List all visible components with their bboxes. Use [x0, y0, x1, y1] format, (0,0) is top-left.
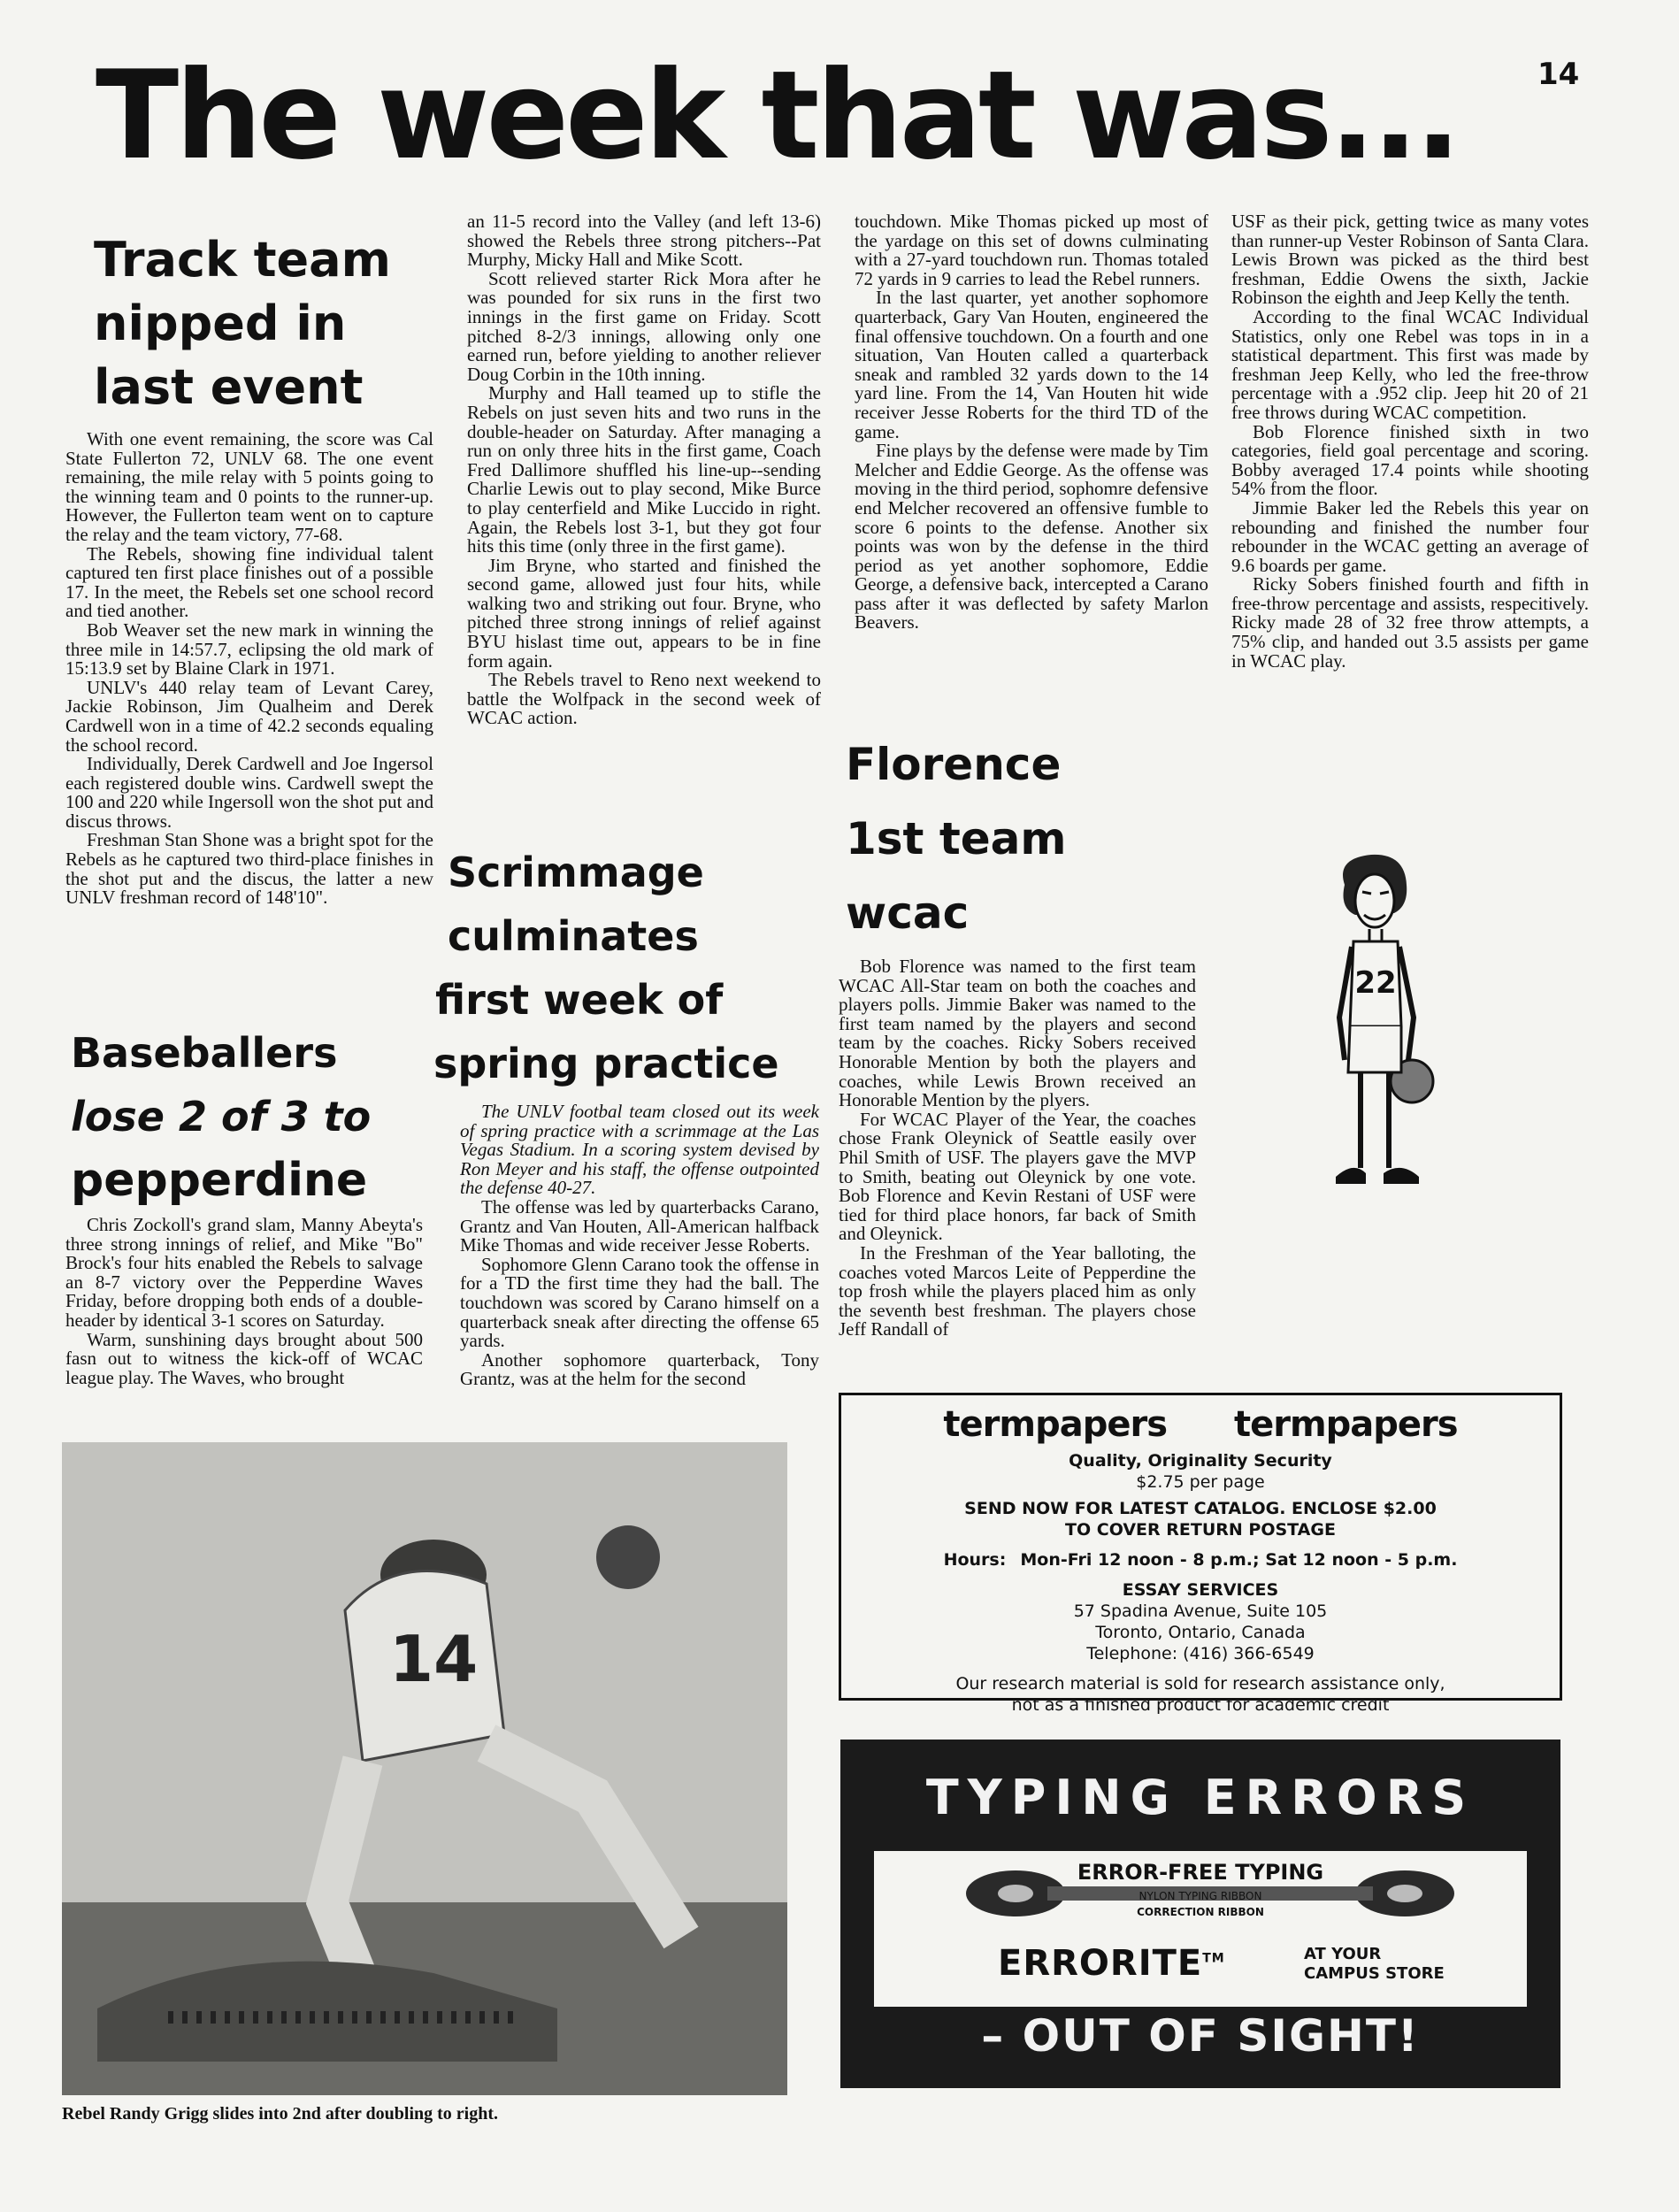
article-paragraph: The offense was led by quarterbacks Carano, Grantz and Van Houten, All-American halfback Mike Thomas and wide receiver Jesse Roberts. — [460, 1195, 819, 1256]
article-paragraph: For WCAC Player of the Year, the coaches chose Frank Oleynick of Seattle easily over Phil Smith of USF. The players gave the MVP to Smith, beating out Oleynick by one vote. Bob Florence and Kevin Restani of USF were tied for third place honors, far back of Smith and Oleynick. — [839, 1108, 1196, 1245]
article-paragraph: UNLV's 440 relay team of Levant Carey, Jackie Robinson, Jim Qualheim and Derek Cardwell won in a time of 42.2 seconds equaling the school record. — [65, 676, 433, 756]
florence-headline — [846, 727, 1067, 950]
errorite-product-box — [874, 1851, 1527, 2007]
track-article — [65, 430, 433, 908]
cartoon-jersey-number: 22 — [1354, 965, 1397, 1001]
termpapers-send-now: SEND NOW FOR LATEST CATALOG. ENCLOSE $2.00 — [964, 1499, 1437, 1518]
scrimmage-article-col1 — [460, 1102, 819, 1389]
article-paragraph: Sophomore Glenn Carano took the offense in for a TD the first time they had the ball. The touchdown was scored by Carano himself on a quarterback sneak after directing the offense 65 yards. — [460, 1253, 819, 1352]
article-paragraph: Another sophomore quarterback, Tony Grantz, was at the helm for the second — [460, 1348, 819, 1390]
article-paragraph: Bob Florence was named to the first team WCAC All-Star team on both the coaches and players polls. Jimmie Baker was named to the first team named by the players and second team by the coaches. Ricky Sobers received Honorable Mention by both the players and coaches, while Lewis Brown received an Honorable Mention by the plyers. — [839, 956, 1196, 1111]
errorite-store — [1304, 1945, 1445, 1984]
errorite-product-name: ERROR-FREE TYPING — [1077, 1860, 1324, 1885]
scrimmage-headline-line: culminates — [448, 912, 699, 960]
photo-caption: Rebel Randy Grigg slides into 2nd after doubling to right. — [62, 2104, 499, 2124]
article-paragraph: an 11-5 record into the Valley (and left 13-6) showed the Rebels three strong pitchers--Pat Murphy, Micky Hall and Mike Scott. — [467, 211, 821, 271]
scrimmage-headline-line: first week of — [435, 976, 724, 1024]
errorite-brand-row — [998, 1943, 1225, 1984]
article-paragraph: In the Freshman of the Year balloting, the coaches voted Marcos Leite of Pepperdine the top frosh while the players placed him as only the seventh best freshman. The players chose Jeff Randall of — [839, 1241, 1196, 1340]
typing-errors-headline: TYPING ERRORS — [925, 1770, 1476, 1825]
termpapers-title — [841, 1404, 1560, 1445]
typing-errors-ad — [840, 1740, 1560, 2088]
florence-article-col1 — [839, 957, 1196, 1340]
scrimmage-article-col2 — [855, 212, 1208, 633]
out-of-sight-slogan: – OUT OF SIGHT! — [981, 2010, 1420, 2062]
florence-headline-line: wcac — [846, 887, 970, 939]
article-paragraph: Individually, Derek Cardwell and Joe Ingersol each registered double wins. Cardwell swept the 100 and 220 while Ingersoll won the shot put and discus throws. — [65, 753, 433, 832]
article-paragraph: USF as their pick, getting twice as many votes than runner-up Vester Robinson of Santa Clara. Lewis Brown was picked as the third best freshman, Eddie Owens the sixth, Jackie Robinson the eighth and Jeep Kelly the tenth. — [1231, 211, 1589, 309]
errorite-store-line1: AT YOUR — [1304, 1945, 1382, 1963]
termpapers-hours-label: Hours: — [943, 1550, 1007, 1570]
article-paragraph: Warm, sunshining days brought about 500 fasn out to witness the kick-off of WCAC league play. The Waves, who brought — [65, 1328, 423, 1388]
termpapers-price: $2.75 per page — [1136, 1472, 1265, 1492]
termpapers-address1: 57 Spadina Avenue, Suite 105 — [1073, 1601, 1328, 1621]
baseball-headline-line: Baseballers — [71, 1029, 338, 1077]
baseball-headline-line: lose 2 of 3 to — [71, 1093, 372, 1141]
article-paragraph: According to the final WCAC Individual Statistics, only one Rebel was tops in in a statistical department. This first was made by freshman Jeep Kelly, who led the free-throw percentage with a .952 clip. Jeep hit 20 of 21 free throws during WCAC competition. — [1231, 305, 1589, 423]
track-headline-line: last event — [94, 359, 364, 415]
track-headline — [94, 228, 391, 419]
termpapers-hours-row — [841, 1549, 1560, 1571]
termpapers-return-postage: TO COVER RETURN POSTAGE — [1065, 1520, 1336, 1540]
photo-jersey-number: 14 — [389, 1622, 479, 1696]
scrimmage-headline-line: spring practice — [433, 1040, 779, 1087]
termpapers-company: ESSAY SERVICES — [1122, 1580, 1279, 1600]
article-paragraph: The Rebels, showing fine individual talent captured ten first place finishes out of a possible 17. In the meet, the Rebels set one school record and tied another. — [65, 542, 433, 622]
article-paragraph: Ricky Sobers finished fourth and fifth in free-throw percentage and assists, respecitively. Ricky made 28 of 32 free throw attempts, a 75% clip, and handed out 3.5 assists per game in WCAC play. — [1231, 573, 1589, 672]
article-paragraph: Murphy and Hall teamed up to stifle the Rebels on just seven hits and two runs in the double-header on Saturday. After managing a run on only three hits in the first game, Coach Fred Dallimore shuffled his line-up--sending Charlie Lewis out to play second, Mike Burce to play centerfield and Mike Luccido in right. Again, the Rebels lost 3-1, but they got four hits this time (only three in the first game). — [467, 382, 821, 557]
termpapers-ad — [839, 1393, 1562, 1715]
article-paragraph: Bob Weaver set the new mark in winning the three mile in 14:57.7, eclipsing the old mark of 15:13.9 set by Blaine Clark in 1971. — [65, 618, 433, 680]
termpapers-hours: Mon-Fri 12 noon - 8 p.m.; Sat 12 noon - 5 p.m. — [1020, 1550, 1458, 1570]
baseball-photo — [62, 1442, 787, 2095]
termpapers-title-left: termpapers — [943, 1404, 1167, 1445]
article-paragraph: touchdown. Mike Thomas picked up most of the yardage on this set of downs culminating with a 27-yard touchdown run. Thomas totaled 72 yards in 9 carries to lead the Rebel runners. — [855, 211, 1208, 289]
termpapers-title-right: termpapers — [1234, 1404, 1458, 1445]
termpapers-disclaimer2: not as a finished product for academic credit — [1011, 1695, 1390, 1715]
florence-article-col2 — [1231, 212, 1589, 671]
errorite-store-line2: CAMPUS STORE — [1304, 1964, 1445, 1983]
errorite-brand: ERRORITE — [998, 1943, 1203, 1984]
termpapers-phone: Telephone: (416) 366-6549 — [1086, 1644, 1315, 1663]
masthead-title: The week that was... — [96, 44, 1458, 187]
baseball-headline — [71, 1021, 371, 1212]
termpapers-address2: Toronto, Ontario, Canada — [1095, 1623, 1306, 1642]
track-headline-line: nipped in — [94, 296, 347, 351]
errorite-ribbon-1: NYLON TYPING RIBBON — [1138, 1890, 1262, 1902]
errorite-trademark: TM — [1202, 1951, 1225, 1966]
termpapers-disclaimer1: Our research material is sold for research assistance only, — [955, 1674, 1445, 1694]
article-paragraph: The Rebels travel to Reno next weekend to battle the Wolfpack in the second week of WCAC action. — [467, 669, 821, 729]
scrimmage-headline-line: Scrimmage — [448, 849, 704, 896]
baseball-headline-line: pepperdine — [71, 1154, 368, 1207]
article-paragraph: Jimmie Baker led the Rebels this year on rebounding and finished the number four rebounder in the WCAC getting an average of 9.6 boards per game. — [1231, 496, 1589, 576]
article-paragraph: In the last quarter, yet another sophomore quarterback, Gary Van Houten, engineered the final offensive touchdown. On a fourth and one situation, Van Houten called a quarterback sneak and rambled 32 yards down to the 14 yard line. From the 14, Van Houten hit wide receiver Jesse Roberts for the third TD of the game. — [855, 287, 1208, 442]
article-paragraph: Fine plays by the defense were made by Tim Melcher and Eddie George. As the offense was moving in the third period, sophomre defensive end Melcher recovered an offensive fumble to score 6 points to the defense. Another six points was won by the defense in the third period as yet another sophomore, Eddie George, a defensive back, intercepted a Carano pass after it was deflected by safety Marlon Beavers. — [855, 440, 1208, 634]
scrimmage-headline — [433, 841, 779, 1095]
article-paragraph: Bob Florence finished sixth in two categories, field goal percentage and scoring. Bobby averaged 17.4 points while shooting 54% from the floor. — [1231, 420, 1589, 500]
article-paragraph: The UNLV footbal team closed out its week of spring practice with a scrimmage at the Las Vegas Stadium. In a scoring system devised by Ron Meyer and his staff, the offense outpointed the defense 40-27. — [460, 1101, 819, 1199]
article-paragraph: Jim Bryne, who started and finished the second game, allowed just four hits, while walking two and striking out four. Bryne, who pitched three strong innings of relief against BYU hislast time out, appears to be in fine form again. — [467, 554, 821, 672]
basketball-player-cartoon — [1309, 849, 1442, 1230]
article-paragraph: Chris Zockoll's grand slam, Manny Abeyta's three strong innings of relief, and Mike "Bo" Brock's four hits enabled the Rebels to salvage an 8-7 victory over the Pepperdine Waves Friday, before dropping both ends of a double-header by identical 3-1 scores on Saturday. — [65, 1214, 423, 1331]
florence-headline-line: 1st team — [846, 813, 1067, 864]
errorite-ribbon-2: CORRECTION RIBBON — [1137, 1906, 1264, 1918]
track-headline-line: Track team — [94, 232, 391, 288]
article-paragraph: Freshman Stan Shone was a bright spot for the Rebels as he captured two third-place finishes in the shot put and the discus, the latter a new UNLV freshman record of 148'10". — [65, 829, 433, 909]
baseball-article-col1 — [65, 1216, 423, 1387]
article-paragraph: Scott relieved starter Rick Mora after he was pounded for six runs in the first two innings in the first game on Friday. Scott pitched 8-2/3 innings, allowing only one earned run, before yielding to another reliever Doug Corbin in the 10th inning. — [467, 267, 821, 385]
article-paragraph: With one event remaining, the score was Cal State Fullerton 72, UNLV 68. The one event remaining, the mile relay with 5 points going to the winning team and 0 points to the runner-up. However, the Fullerton team went on to capture the relay and the team victory, 77-68. — [65, 428, 433, 545]
termpapers-tagline: Quality, Originality Security — [1069, 1451, 1332, 1471]
baseball-article-col2 — [467, 212, 821, 728]
page-number: 14 — [1537, 57, 1580, 92]
florence-headline-line: Florence — [846, 739, 1062, 790]
